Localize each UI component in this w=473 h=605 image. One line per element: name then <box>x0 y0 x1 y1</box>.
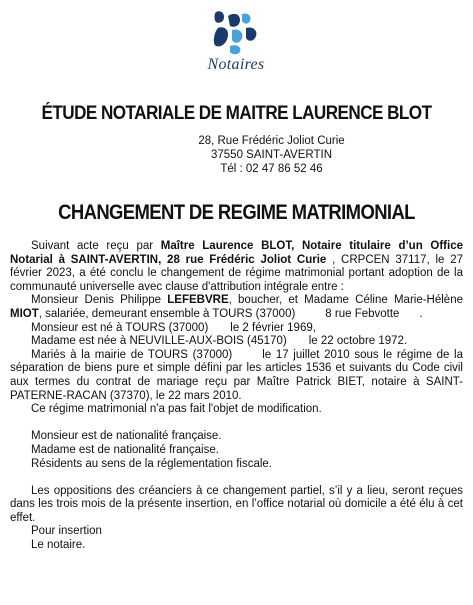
p2-wife-name: MIOT <box>10 307 39 320</box>
p2-text-mid: , boucher, et Madame Céline Marie-Hélène <box>228 294 463 307</box>
paragraph-husband-nationality: Monsieur est de nationalité française. <box>31 430 222 443</box>
paragraph-wife-birth <box>10 335 463 349</box>
logo-wordmark: Notaires <box>207 56 265 73</box>
p3-date: le 2 février 1969, <box>230 321 316 334</box>
p1-text: Suivant acte reçu par <box>31 240 161 252</box>
spacer <box>10 417 463 431</box>
p2-street: 8 rue Febvotte <box>325 307 400 320</box>
office-address <box>0 134 473 176</box>
p4-date: le 22 octobre 1972. <box>308 335 408 348</box>
address-phone: Tél : 02 47 86 52 46 <box>220 163 323 175</box>
notice-headline: CHANGEMENT DE REGIME MATRIMONIAL <box>58 201 415 224</box>
paragraph-wife-nationality: Madame est de nationalité française. <box>31 443 219 456</box>
paragraph-signature: Le notaire. <box>31 539 86 552</box>
notaires-logo-icon <box>208 8 264 56</box>
p2-husband-name: LEFEBVRE <box>167 294 229 307</box>
paragraph-husband-birth <box>10 322 463 336</box>
paragraph-for-insertion: Pour insertion <box>31 525 102 538</box>
paragraph-oppositions: Les oppositions des créanciers à ce changement partiel, s’il y a lieu, seront reçues dans les trois mois de la présente insertion, en l’office notarial où domicile a été élu à cet effet. <box>10 484 463 524</box>
p2-text: Monsieur Denis Philippe <box>31 294 168 307</box>
p2-residence: , salariée, demeurant ensemble à TOURS (37000) <box>38 307 296 320</box>
notaires-logo <box>186 8 286 80</box>
p3-place: Monsieur est né à TOURS (37000) <box>31 321 209 334</box>
paragraph-residents: Résidents au sens de la réglementation fiscale. <box>31 457 273 470</box>
p5-place: Mariés à la mairie de TOURS (37000) <box>31 348 233 361</box>
p1-notary-bold: Maître Laurence BLOT, Notaire titulaire d’un Office Notarial à SAINT-AVERTIN, 28 rue Frédéric Joliot Curie <box>10 240 463 266</box>
spacer <box>10 471 463 485</box>
paragraph-no-modification: Ce régime matrimonial n'a pas fait l'objet de modification. <box>31 403 322 416</box>
paragraph-act <box>10 240 463 294</box>
paragraph-parties <box>10 294 463 321</box>
address-street: 28, Rue Frédéric Joliot Curie <box>198 135 345 147</box>
paragraph-marriage <box>10 349 463 403</box>
address-city: 37550 SAINT-AVERTIN <box>210 149 332 161</box>
notice-body <box>10 240 463 553</box>
p2-period: . <box>419 307 423 320</box>
p4-place: Madame est née à NEUVILLE-AUX-BOIS (45170) <box>31 335 287 348</box>
p5-details: le 17 juillet 2010 sous le régime de la séparation de biens pure et simple défini par les articles 1536 et suivants du Code civil aux termes du contrat de mariage reçu par Maître Patrick BIET, notaire à SAINT-PATERNE-RACAN (37370), le 22 mars 2010. <box>10 348 463 402</box>
p1-text-end: , CRPCEN 37117, le 27 février 2023, a été conclu le changement de régime matrimonial portant adoption de la communauté universelle avec clause d'attribution intégrale entre : <box>10 253 463 293</box>
office-title: ÉTUDE NOTARIALE DE MAITRE LAURENCE BLOT <box>41 103 432 124</box>
